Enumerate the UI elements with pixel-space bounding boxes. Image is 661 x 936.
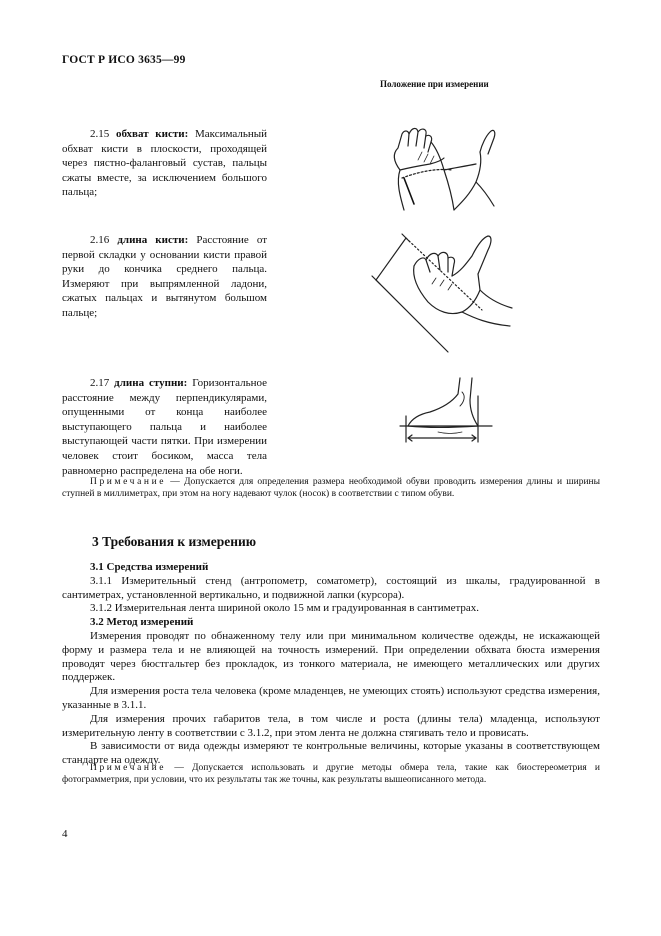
paragraph-method-2: Для измерения роста тела человека (кроме младенцев, не умеющих стоять) используют средства измерения, указанные в 3.1.1. bbox=[62, 685, 600, 711]
note-foot-size bbox=[62, 476, 600, 500]
paragraph-3-1-2: 3.1.2 Измерительная лента шириной около 15 мм и градуированная в сантиметрах. bbox=[90, 602, 480, 615]
section-title: 3 Требования к измерению bbox=[92, 534, 257, 549]
item-text: Расстояние от первой складки у основании кисти правой руки до кончика среднего пальца. Измеряют при выпрямленной ладони, сжатых пальцах и вытянутом большом пальце; bbox=[62, 234, 268, 319]
note-methods bbox=[62, 762, 600, 786]
section-3-body bbox=[62, 561, 600, 768]
note-label: Примечание bbox=[90, 477, 167, 487]
item-text: Горизонтальное расстояние между перпендикулярами, опущенными от конца наиболее выступающего пальца и наиболее выступающей части пятки. При измерении человек стоит босиком, масса тела равномерно распределена на обе ноги. bbox=[62, 377, 268, 477]
item-2-17 bbox=[62, 376, 267, 478]
item-term: длина ступни: bbox=[114, 377, 188, 389]
subsection-3-2-title: 3.2 Метод измерений bbox=[90, 616, 194, 629]
item-number: 2.17 bbox=[90, 377, 110, 389]
item-2-16 bbox=[62, 233, 267, 321]
page-number: 4 bbox=[62, 828, 68, 840]
note-text: — Допускается использовать и другие методы обмера тела, такие как биостереометрия и фотограмметрия, при условии, что их результаты так же точны, как результаты вышеописанного метода. bbox=[62, 763, 601, 786]
note-text: — Допускается для определения размера необходимой обуви проводить измерения длины и ширины ступней в миллиметрах, при этом на ногу надевают чулок (носок) в соответствии с типом обуви. bbox=[62, 477, 601, 500]
foot-length-illustration bbox=[398, 378, 494, 448]
item-term: обхват кисти: bbox=[115, 128, 189, 140]
document-header: ГОСТ Р ИСО 3635—99 bbox=[62, 54, 186, 66]
paragraph-method-1: Измерения проводят по обнаженному телу или при минимальном количестве одежды, не искажающей форму и размера тела и не влияющей на точность измерений. При определении обхвата бюста измерения проводят через бюстгальтер без прокладок, из тонкого материала, не имеющего металлических или других поддержек. bbox=[62, 629, 600, 684]
item-number: 2.16 bbox=[90, 234, 110, 246]
subsection-3-1-title: 3.1 Средства измерений bbox=[90, 561, 209, 573]
item-number: 2.15 bbox=[90, 128, 110, 140]
item-term: длина кисти: bbox=[117, 234, 189, 246]
hand-length-illustration bbox=[372, 228, 518, 352]
paragraph-method-4: В зависимости от вида одежды измеряют те контрольные величины, которые указаны в соответствующем стандарте на одежду. bbox=[62, 740, 600, 767]
paragraph-3-1-1: 3.1.1 Измерительный стенд (антропометр, соматометр), состоящий из шкалы, градуированной в сантиметрах, установленной вертикально, и подвижной лапки (курсора). bbox=[62, 574, 600, 601]
note-label: Примечание bbox=[90, 763, 167, 773]
item-2-15 bbox=[62, 127, 267, 200]
hand-girth-illustration bbox=[378, 118, 503, 213]
paragraph-method-3: Для измерения прочих габаритов тела, в том числе и роста (длины тела) младенца, используют измерительную ленту в соответствии с 3.1.2, при этом лента не должна стягивать тело и провисать. bbox=[62, 712, 600, 739]
item-text: Максимальный обхват кисти в плоскости, проходящей через пястно-фаланговый сустав, пальцы сжаты вместе, за исключением большого пальца; bbox=[62, 128, 268, 199]
figure-column-caption: Положение при измерении bbox=[380, 79, 489, 89]
